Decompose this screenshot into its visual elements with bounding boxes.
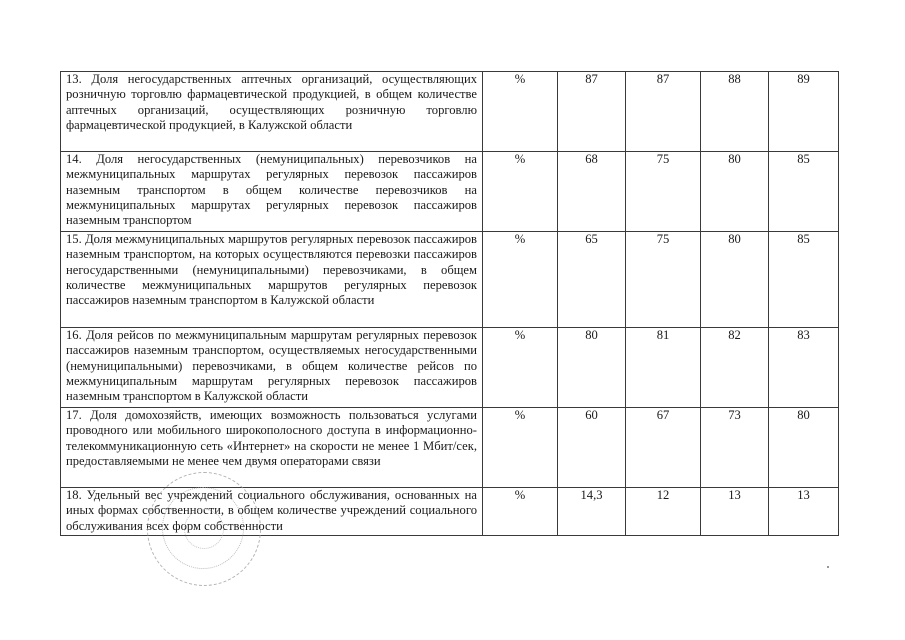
indicator-value: 89 — [769, 72, 839, 152]
indicator-value: 80 — [701, 232, 769, 328]
indicator-unit: % — [483, 152, 558, 232]
indicator-unit: % — [483, 328, 558, 408]
indicator-value: 65 — [558, 232, 626, 328]
table-row — [61, 72, 839, 152]
indicator-description: 17. Доля домохозяйств, имеющих возможность пользоваться услугами проводного или мобильного широкополосного доступа в информационно-телекоммуникационную сеть «Интернет» на скорости не менее 1 Мбит/сек, предоставляемыми не менее чем двумя операторами связи — [61, 408, 483, 488]
indicator-unit: % — [483, 488, 558, 536]
table-row — [61, 152, 839, 232]
indicator-value: 87 — [626, 72, 701, 152]
indicator-value: 73 — [701, 408, 769, 488]
indicator-value: 13 — [769, 488, 839, 536]
indicators-table — [60, 71, 839, 536]
indicator-value: 13 — [701, 488, 769, 536]
indicator-value: 88 — [701, 72, 769, 152]
table-row — [61, 408, 839, 488]
indicator-value: 75 — [626, 232, 701, 328]
official-seal-stamp-icon — [147, 472, 261, 586]
indicator-description: 16. Доля рейсов по межмуниципальным маршрутам регулярных перевозок пассажиров наземным транспортом, осуществляемых негосударственными (немуниципальными) перевозчиками, в общем количестве рейсов по межмуниципальным маршрутам регулярных перевозок пассажиров наземным транспортом в Калужской области — [61, 328, 483, 408]
table-row — [61, 232, 839, 328]
indicator-unit: % — [483, 232, 558, 328]
indicator-description: 14. Доля негосударственных (немуниципальных) перевозчиков на межмуниципальных маршрутах регулярных перевозок пассажиров наземным транспортом в общем количестве перевозчиков на межмуниципальных маршрутах регулярных перевозок пассажиров наземным транспортом — [61, 152, 483, 232]
indicator-value: 60 — [558, 408, 626, 488]
indicator-description: 15. Доля межмуниципальных маршрутов регулярных перевозок пассажиров наземным транспортом, на которых осуществляются перевозки пассажиров негосударственными (немуниципальными) перевозчиками, в общем количестве межмуниципальных маршрутов регулярных перевозок пассажиров наземным транспортом в Калужской области — [61, 232, 483, 328]
table-row — [61, 328, 839, 408]
scan-artifact — [827, 566, 829, 568]
indicator-value: 87 — [558, 72, 626, 152]
indicator-description: 18. Удельный вес учреждений социального обслуживания, основанных на иных формах собственности, в общем количестве учреждений социального обслуживания всех форм собственности — [61, 488, 483, 536]
indicator-value: 80 — [769, 408, 839, 488]
indicator-value: 82 — [701, 328, 769, 408]
indicator-value: 14,3 — [558, 488, 626, 536]
indicator-value: 85 — [769, 152, 839, 232]
indicator-value: 12 — [626, 488, 701, 536]
indicator-value: 75 — [626, 152, 701, 232]
indicator-value: 85 — [769, 232, 839, 328]
indicator-value: 81 — [626, 328, 701, 408]
indicator-description: 13. Доля негосударственных аптечных организаций, осуществляющих розничную торговлю фармацевтической продукцией, в общем количестве аптечных организаций, осуществляющих розничную торговлю фармацевтической продукцией, в Калужской области — [61, 72, 483, 152]
indicator-value: 83 — [769, 328, 839, 408]
indicator-unit: % — [483, 408, 558, 488]
indicator-value: 80 — [558, 328, 626, 408]
indicator-value: 67 — [626, 408, 701, 488]
indicator-unit: % — [483, 72, 558, 152]
indicator-value: 80 — [701, 152, 769, 232]
indicator-value: 68 — [558, 152, 626, 232]
